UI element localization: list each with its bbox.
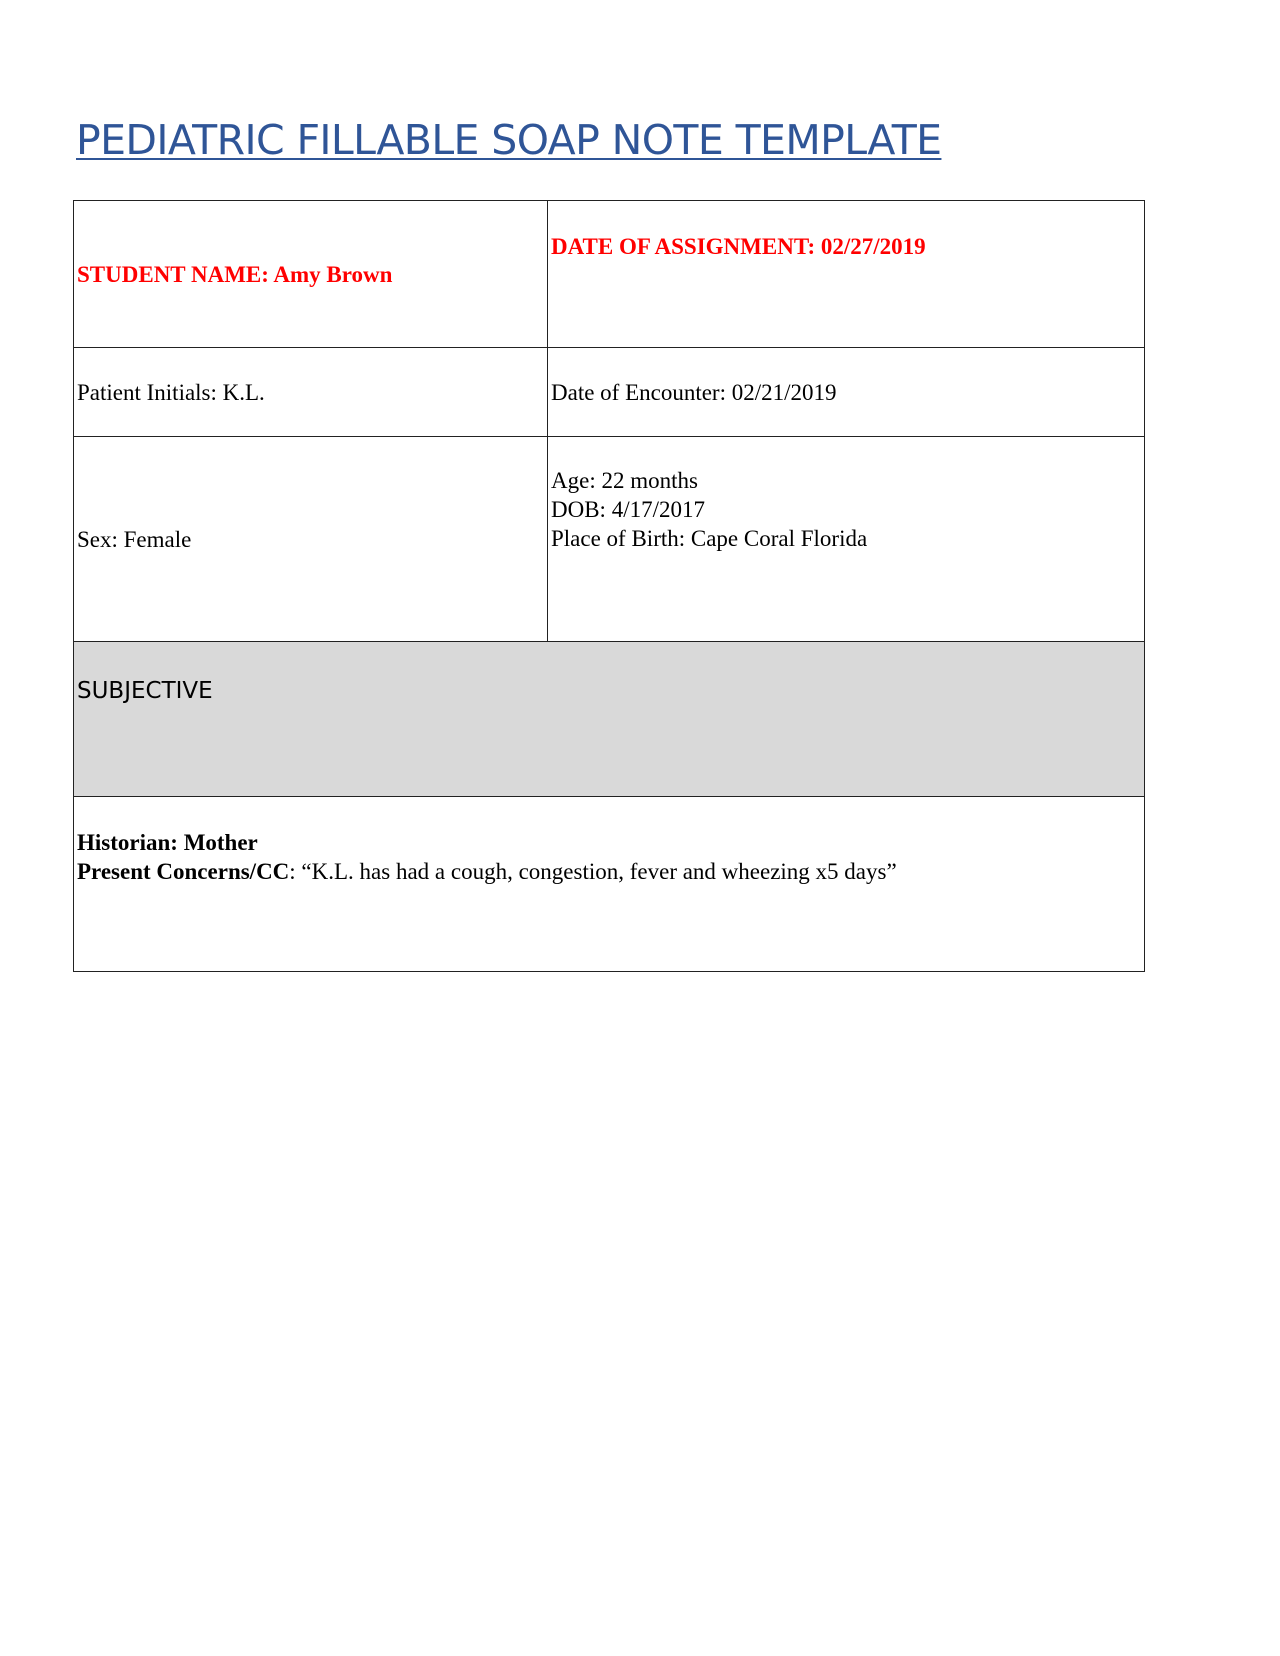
subjective-heading: SUBJECTIVE	[77, 678, 213, 704]
table-row	[74, 348, 1145, 437]
patient-initials: Patient Initials: K.L.	[77, 379, 265, 405]
table-row	[74, 797, 1145, 972]
place-of-birth: Place of Birth: Cape Coral Florida	[551, 526, 868, 551]
age-dob-cell[interactable]	[548, 437, 1145, 642]
subjective-heading-cell	[74, 642, 1145, 797]
student-name-cell[interactable]	[74, 201, 548, 348]
sex-cell[interactable]	[74, 437, 548, 642]
present-concerns-label: Present Concerns/CC	[77, 859, 290, 884]
patient-age: Age: 22 months	[551, 468, 698, 493]
present-concerns-text: : “K.L. has had a cough, congestion, fever and wheezing x5 days”	[289, 859, 897, 884]
date-of-encounter-cell[interactable]	[548, 348, 1145, 437]
patient-sex: Sex: Female	[77, 526, 192, 552]
table-row	[74, 642, 1145, 797]
document-title: PEDIATRIC FILLABLE SOAP NOTE TEMPLATE	[76, 116, 942, 164]
date-of-encounter: Date of Encounter: 02/21/2019	[551, 379, 837, 405]
soap-note-table	[73, 200, 1145, 972]
table-row	[74, 437, 1145, 642]
subjective-content-cell[interactable]	[74, 797, 1145, 972]
student-name: STUDENT NAME: Amy Brown	[77, 261, 393, 287]
date-of-assignment: DATE OF ASSIGNMENT: 02/27/2019	[551, 234, 926, 259]
patient-dob: DOB: 4/17/2017	[551, 497, 705, 522]
patient-initials-cell[interactable]	[74, 348, 548, 437]
date-of-assignment-cell[interactable]	[548, 201, 1145, 348]
historian: Historian: Mother	[77, 830, 258, 855]
present-concerns	[77, 857, 1144, 886]
table-row	[74, 201, 1145, 348]
